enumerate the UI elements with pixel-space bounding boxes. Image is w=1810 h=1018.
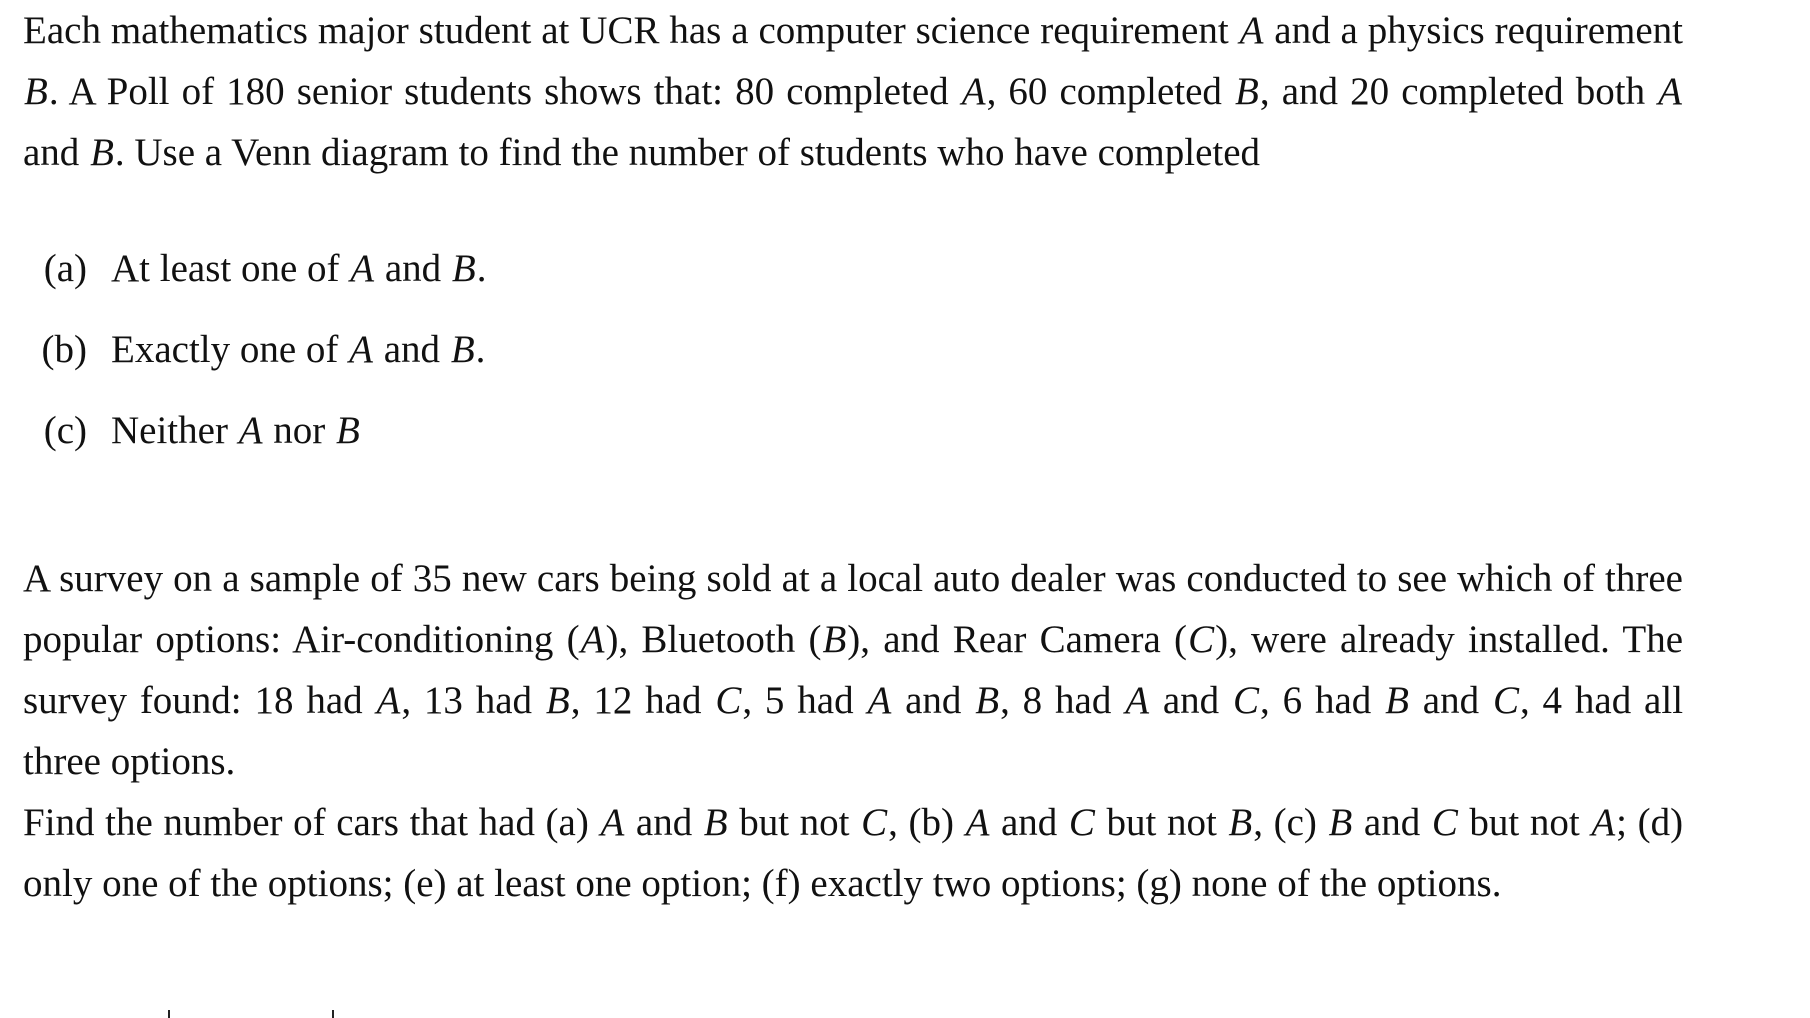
math-variable: C [1188,618,1215,661]
math-variable: B [451,247,476,290]
math-variable: A [376,679,401,722]
math-variable: A [961,70,986,113]
math-variable: A [1125,679,1150,722]
subquestion-c [23,400,1683,481]
math-variable: A [1591,801,1616,844]
math-variable: B [975,679,1000,722]
math-variable: B [90,131,114,174]
next-line-cutoff [0,1010,1810,1018]
math-variable: A [1658,70,1682,113]
subquestion-a [23,238,1683,319]
math-variable: A [1239,9,1264,52]
cutoff-glyph-mark [332,1010,334,1018]
math-variable: B [545,679,570,722]
subquestion-marker: (a) [43,247,87,290]
math-variable: A [580,618,605,661]
document-page [23,0,1683,914]
math-variable: B [1328,801,1353,844]
problem2-questions: Find the number of cars that had (a) A and B but not C, (b) A and C but not B, (c) B and C but not A; (d) only one of the options; (e) at least one option; (f) exactly two options; (g) none of the options. [23,801,1684,905]
cutoff-glyph-mark [168,1010,170,1018]
subquestion-b [23,319,1683,400]
math-variable: A [965,801,990,844]
math-variable: B [1235,70,1259,113]
math-variable: B [336,409,360,452]
subquestion-marker: (b) [41,328,87,371]
math-variable: C [861,801,888,844]
subquestion-text: At least one of A and B. [111,247,487,290]
math-variable: A [349,328,373,371]
subquestion-text: Neither A nor B [111,409,360,452]
problem1-intro: Each mathematics major student at UCR has a computer science requirement A and a physics requirement B. A Poll of 180 senior students shows that: 80 completed A, 60 completed B, and 20 completed both A and B. Use a Venn diagram to find the number of students who have completed [23,9,1683,174]
math-variable: C [715,679,742,722]
math-variable: B [1228,801,1253,844]
math-variable: A [867,679,892,722]
math-variable: C [1431,801,1458,844]
math-variable: C [1492,679,1519,722]
math-variable: B [1385,679,1409,722]
math-variable: C [1233,679,1260,722]
math-variable: B [822,618,847,661]
math-variable: A [350,247,375,290]
subquestion-marker: (c) [43,409,87,452]
math-variable: B [24,70,48,113]
subquestion-text: Exactly one of A and B. [111,328,486,371]
math-variable: B [703,801,728,844]
problem1-subquestions [23,238,1683,481]
math-variable: A [238,409,263,452]
math-variable: A [600,801,625,844]
problem2-survey: A survey on a sample of 35 new cars being sold at a local auto dealer was conducted to see which of three popular options: Air-conditioning (A), Bluetooth (B), and Rear Camera (C), were already installed. The survey found: 18 had A, 13 had B, 12 had C, 5 had A and B, 8 had A and C, 6 had B and C, 4 had all three options. [23,557,1684,783]
math-variable: B [450,328,475,371]
math-variable: C [1068,801,1095,844]
